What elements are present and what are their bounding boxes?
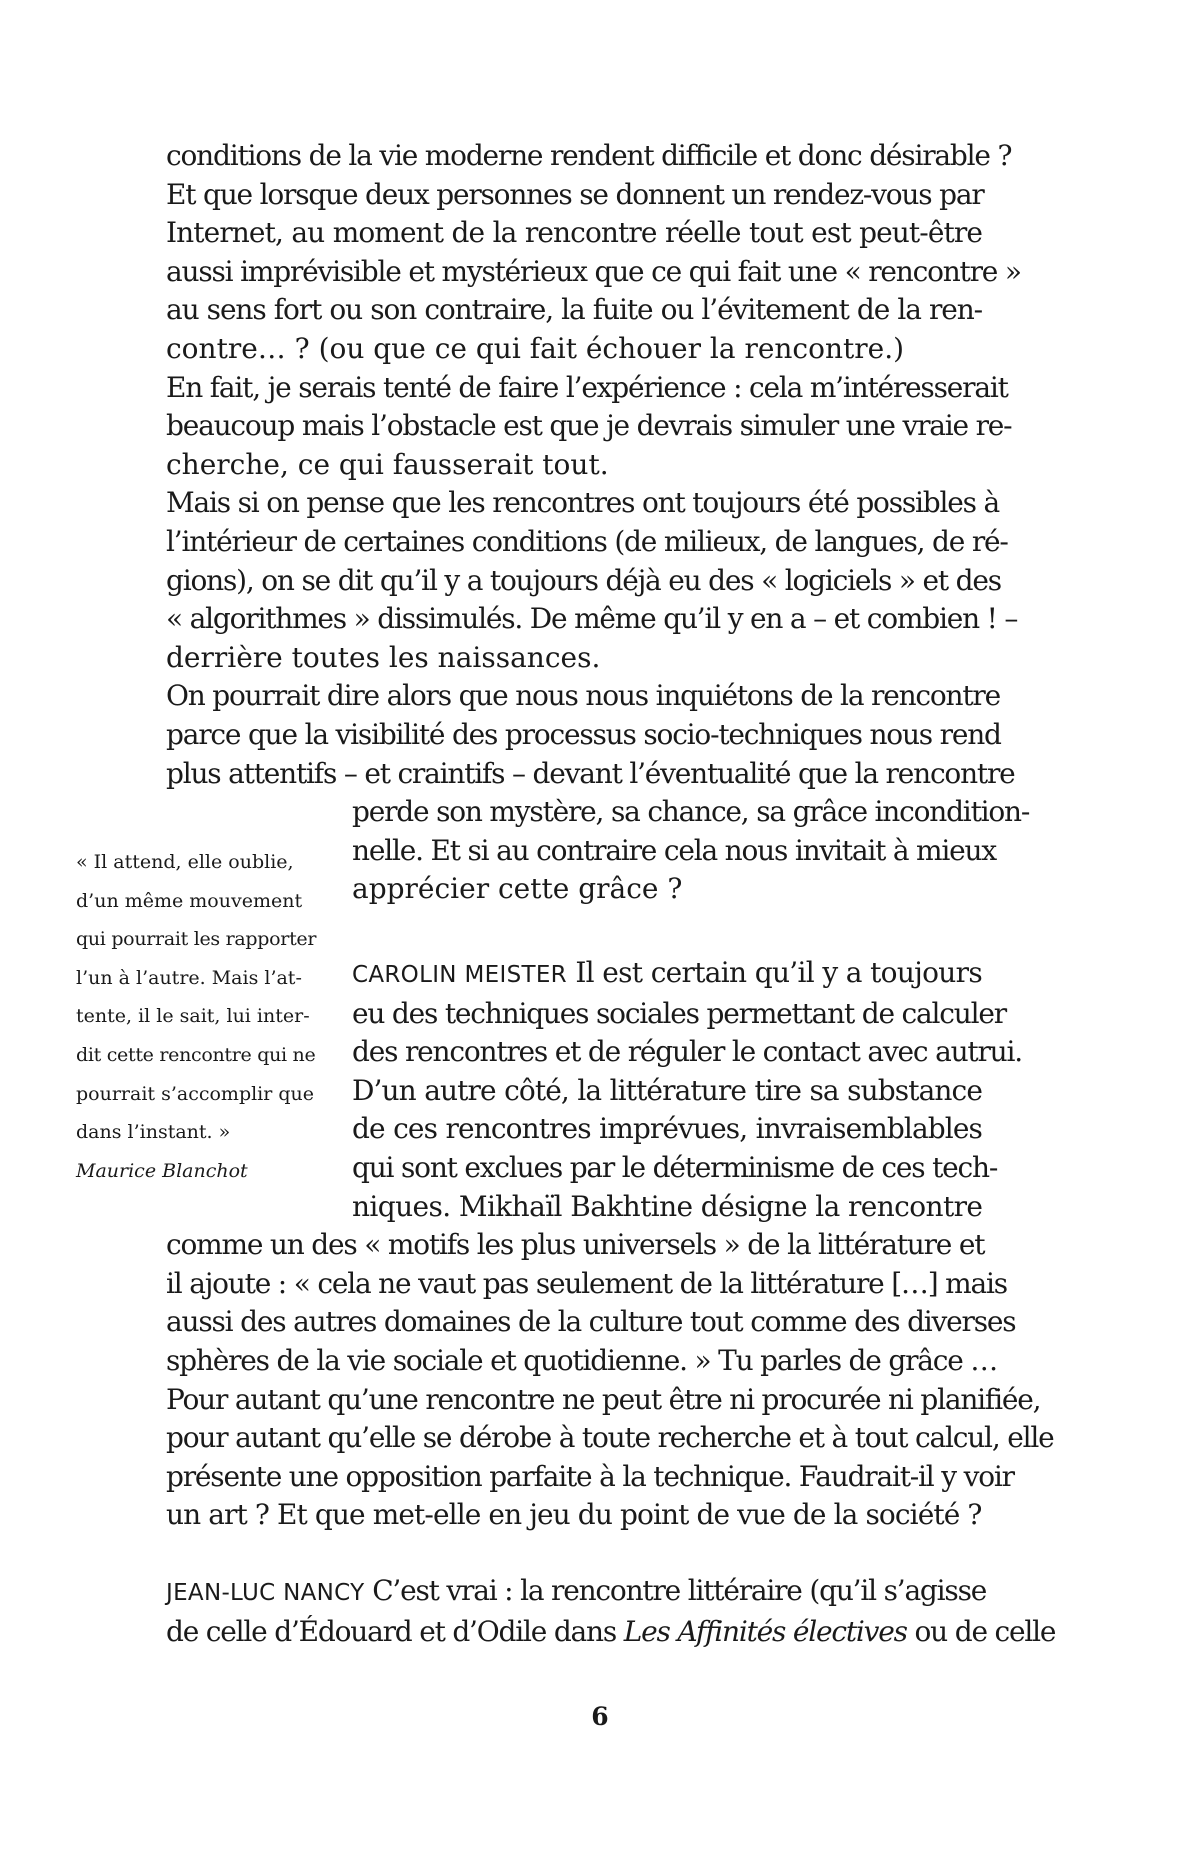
text-line: D’un autre côté, la littérature tire sa substance [352, 1073, 982, 1107]
text-line: conditions de la vie moderne rendent difficile et donc désirable ? [166, 139, 1012, 172]
text-line: eu des techniques sociales permettant de calculer [352, 996, 1006, 1030]
text-line: parce que la visibilité des processus socio-techniques nous rend [166, 717, 1001, 751]
speaker-name: CAROLIN MEISTER [352, 962, 567, 988]
text-line: derrière toutes les naissances. [166, 640, 601, 674]
book-title: Les Affinités électives [623, 1614, 907, 1648]
text-line: niques. Mikhaïl Bakhtine désigne la rencontre [352, 1189, 983, 1223]
text-line: sphères de la vie sociale et quotidienne. » Tu parles de grâce … [166, 1343, 998, 1377]
margin-quote [76, 843, 316, 1190]
text-fragment: ou de celle [906, 1614, 1056, 1648]
text-line: Pour autant qu’une rencontre ne peut être ni procurée ni planifiée, [166, 1382, 1041, 1416]
quote-line: l’un à l’autre. Mais l’at- [76, 966, 302, 989]
text-line: un art ? Et que met-elle en jeu du point de vue de la société ? [166, 1498, 982, 1532]
text-line: aussi des autres domaines de la culture tout comme des diverses [166, 1305, 1016, 1339]
quote-line: pourrait s’accomplir que [76, 1082, 315, 1105]
text-line [166, 1613, 1056, 1652]
quote-line: dit cette rencontre qui ne [76, 1043, 316, 1066]
text-line: nelle. Et si au contraire cela nous invitait à mieux [352, 833, 996, 867]
text-line: présente une opposition parfaite à la technique. Faudrait-il y voir [166, 1459, 1014, 1493]
text-line: perde son mystère, sa chance, sa grâce incondition- [352, 795, 1030, 829]
text-line: En fait, je serais tenté de faire l’expérience : cela m’intéresserait [166, 370, 1008, 404]
text-line: gions), on se dit qu’il y a toujours déjà eu des « logiciels » et des [166, 563, 1001, 597]
text-line: de ces rencontres imprévues, invraisemblables [352, 1112, 982, 1146]
paragraph [166, 137, 1030, 909]
text-line: aussi imprévisible et mystérieux que ce qui fait une « rencontre » [166, 254, 1021, 288]
text-line: contre… ? (ou que ce qui fait échouer la rencontre.) [166, 331, 905, 365]
text-fragment: de celle d’Édouard et d’Odile dans [166, 1614, 624, 1648]
text-line [166, 1572, 987, 1613]
text-line: l’intérieur de certaines conditions (de milieux, de langues, de ré- [166, 524, 1008, 558]
text-line: « algorithmes » dissimulés. De même qu’il y en a – et combien ! – [166, 602, 1018, 636]
text-line: pour autant qu’elle se dérobe à toute recherche et à tout calcul, elle [166, 1421, 1054, 1455]
text-line: beaucoup mais l’obstacle est que je devrais simuler une vraie re- [166, 409, 1012, 443]
quote-line: dans l’instant. » [76, 1121, 231, 1144]
text-line: On pourrait dire alors que nous nous inquiétons de la rencontre [166, 679, 1000, 713]
paragraph-block-intro [166, 137, 1030, 909]
text-line: Mais si on pense que les rencontres ont toujours été possibles à [166, 486, 1000, 520]
text-line: des rencontres et de réguler le contact avec autrui. [352, 1035, 1022, 1069]
paragraph-block-nancy [166, 1572, 1056, 1651]
text-line: il ajoute : « cela ne vaut pas seulement de la littérature […] mais [166, 1266, 1007, 1300]
text-line: cherche, ce qui fausserait tout. [166, 447, 609, 481]
page-number: 6 [591, 1702, 609, 1731]
text-line: comme un des « motifs les plus universels » de la littérature et [166, 1228, 985, 1262]
quote-author: Maurice Blanchot [76, 1159, 248, 1182]
quote-line: « Il attend, elle oublie, [76, 851, 294, 873]
text-line: Internet, au moment de la rencontre réelle tout est peut-être [166, 216, 982, 250]
text-line: apprécier cette grâce ? [352, 872, 683, 906]
quote-line: tente, il le sait, lui inter- [76, 1005, 310, 1028]
text-line: Et que lorsque deux personnes se donnent un rendez-vous par [166, 177, 984, 211]
text-fragment: C’est vrai : la rencontre littéraire (qu’il s’agisse [372, 1574, 987, 1607]
text-line: plus attentifs – et craintifs – devant l’éventualité que la rencontre [166, 756, 1015, 790]
quote-line: qui pourrait les rapporter [76, 928, 317, 951]
text-line: qui sont exclues par le déterminisme de ces tech- [352, 1150, 998, 1184]
text-line: au sens fort ou son contraire, la fuite ou l’évitement de la ren- [166, 293, 982, 327]
quote-line: d’un même mouvement [76, 889, 303, 912]
text-fragment: Il est certain qu’il y a toujours [575, 956, 982, 989]
speaker-name: JEAN-LUC NANCY [166, 1580, 365, 1606]
paragraph [166, 1572, 1056, 1651]
